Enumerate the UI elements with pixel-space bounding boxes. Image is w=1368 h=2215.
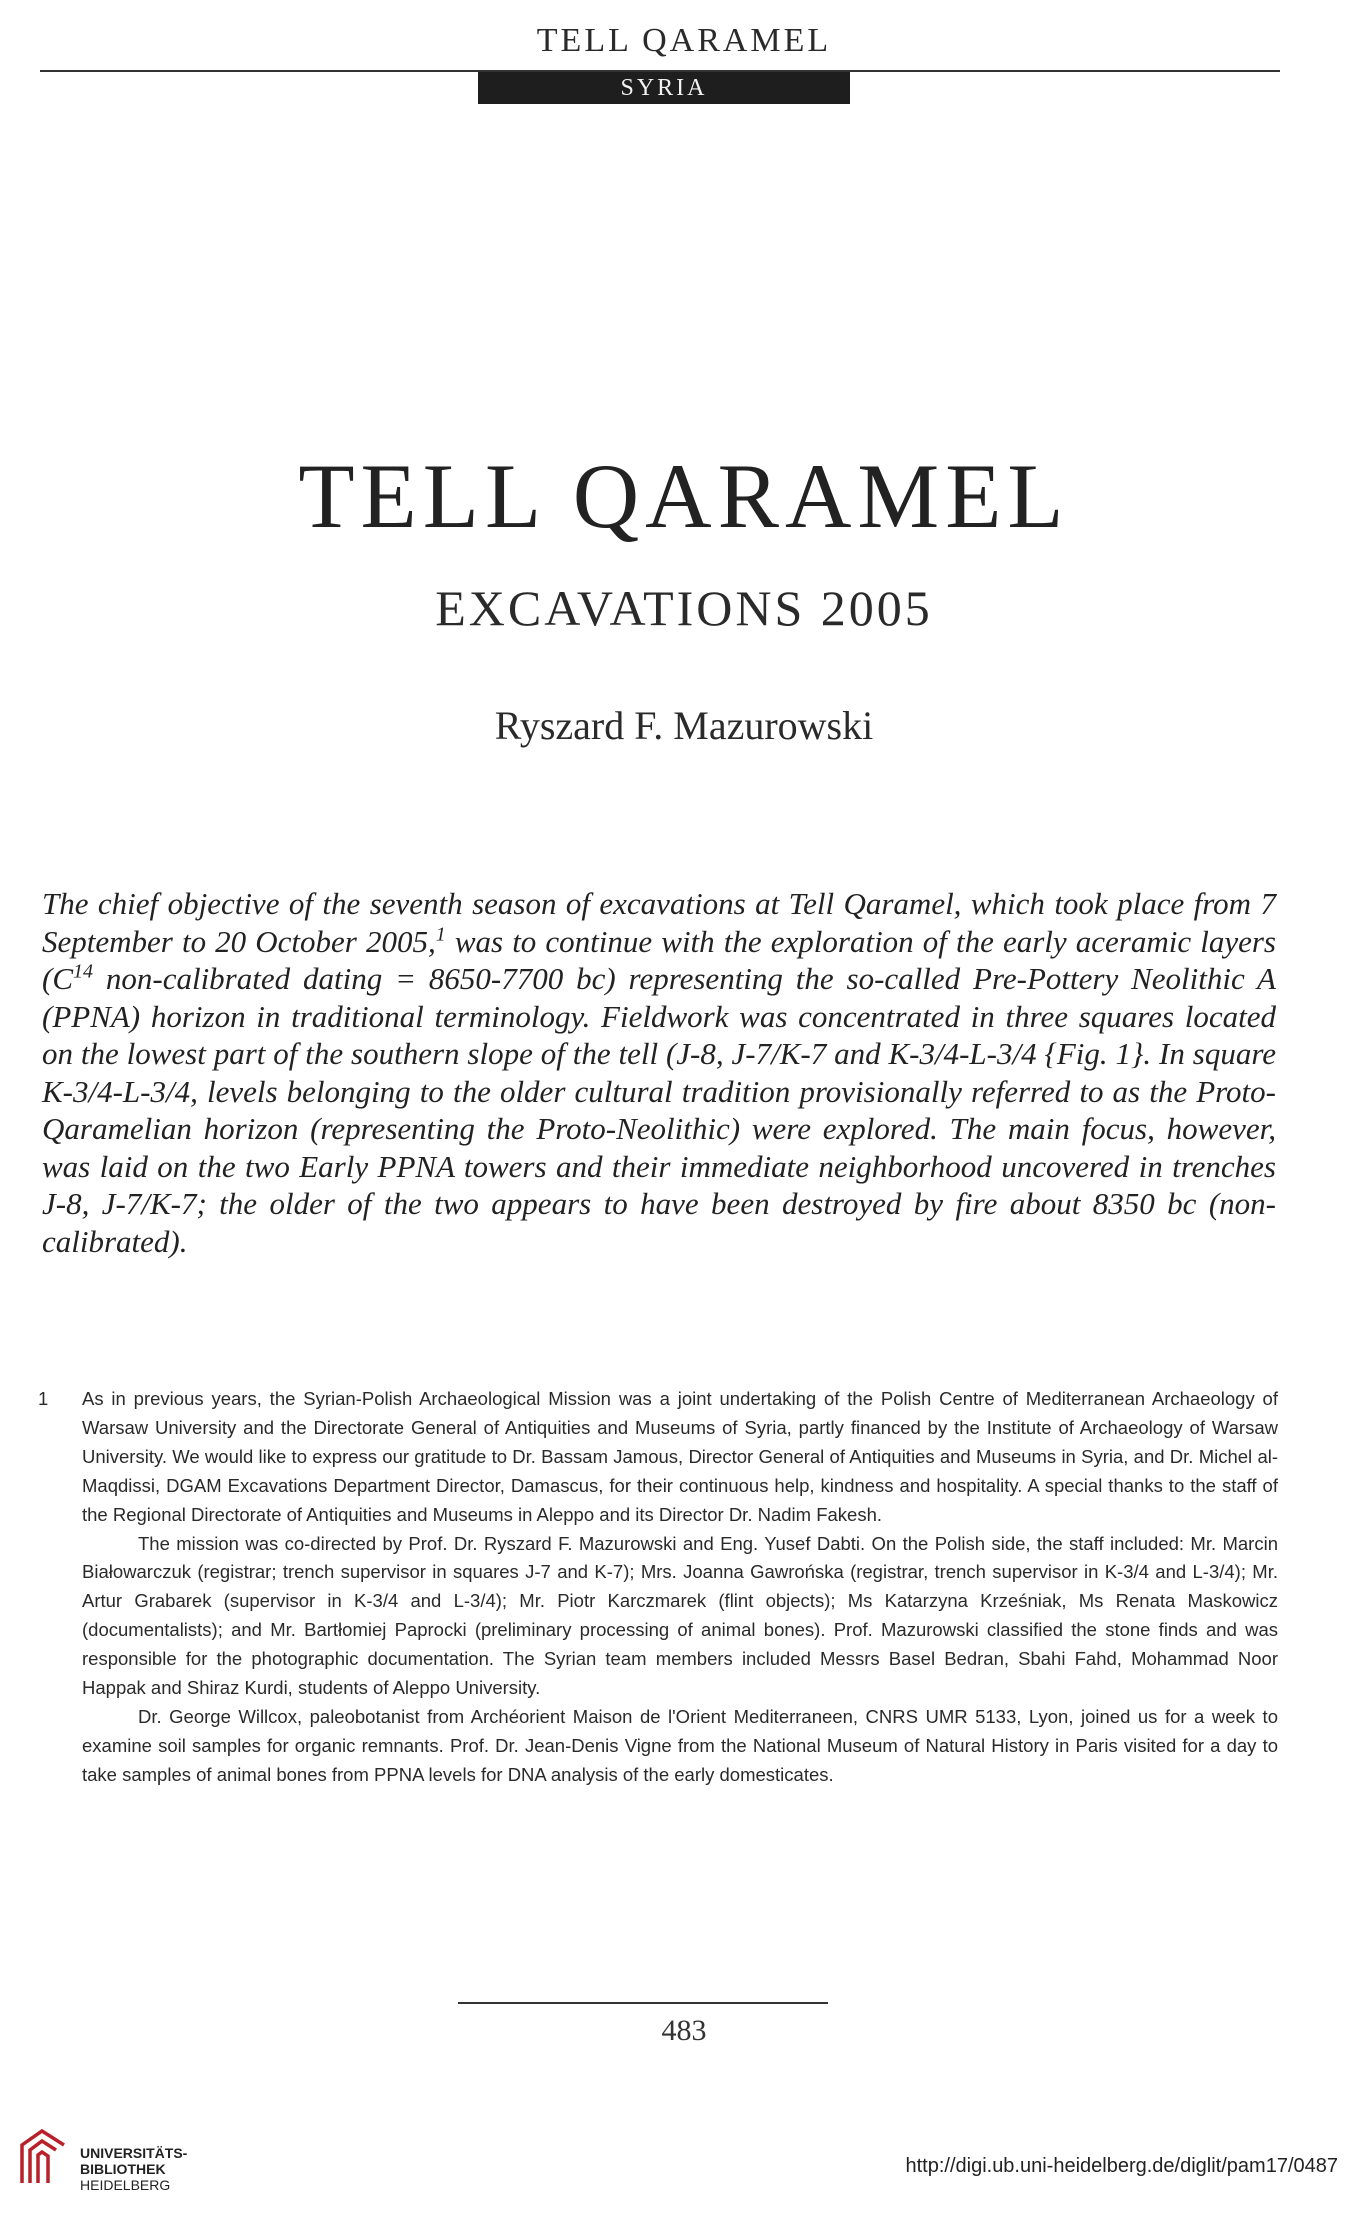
isotope-superscript: 14	[73, 960, 93, 983]
article-author: Ryszard F. Mazurowski	[494, 703, 874, 748]
digitization-footer	[0, 2125, 1368, 2215]
library-name[interactable]	[80, 2145, 280, 2193]
library-name-line: BIBLIOTHEK	[80, 2161, 166, 2177]
footnote-paragraph: As in previous years, the Syrian-Polish Archaeological Mission was a joint undertaking of the Polish Centre of Mediterranean Archaeology of Warsaw University and the Directorate General of Antiquities and Museums of Syria, partly financed by the Institute of Archaeology of Warsaw University. We would like to express our gratitude to Dr. Bassam Jamous, Director General of Antiquities and Museums in Syria, and Dr. Michel al-Maqdissi, DGAM Excavations Department Director, Damascus, for their continuous help, kindness and hospitality. A special thanks to the staff of the Regional Directorate of Antiquities and Museums in Aleppo and its Director Dr. Nadim Fakesh.	[82, 1388, 1278, 1525]
footnote-body	[82, 1385, 1278, 1790]
abstract-text-b: was to continue with the exploration of the early aceramic layers (C	[42, 923, 1277, 996]
abstract-paragraph	[42, 885, 1276, 1260]
abstract-text-c: non-calibrated dating = 8650-7700 bc) representing the so-called Pre-Pottery Neolithic A (PPNA) horizon in traditional terminology. Fieldwork was concentrated in three squares located on the lowest part of the southern slope of the tell (J-8, J-7/K-7 and K-3/4-L-3/4 {Fig. 1}. In square K-3/4-L-3/4, levels belonging to the older cultural tradition provisionally referred to as the Proto-Qaramelian horizon (representing the Proto-Neolithic) were explored. The main focus, however, was laid on the two Early PPNA towers and their immediate neighborhood uncovered in trenches J-8, J-7/K-7; the older of the two appears to have been destroyed by fire about 8350 bc (non-calibrated).	[42, 961, 1276, 1259]
article-title: TELL QARAMEL	[298, 445, 1070, 547]
footer-rule	[458, 2002, 828, 2004]
footnote-section	[38, 1385, 1278, 1790]
library-name-line: UNIVERSITÄTS-	[80, 2145, 188, 2161]
section-label: SYRIA	[478, 72, 850, 104]
page-number: 483	[661, 2014, 707, 2047]
footnote-paragraph: The mission was co-directed by Prof. Dr. Ryszard F. Mazurowski and Eng. Yusef Dabti. On the Polish side, the staff included: Mr. Marcin Białowarczuk (registrar; trench supervisor in squares J-7 and K-7); Mrs. Joanna Gawrońska (registrar, trench supervisor in K-3/4 and L-3/4); Mr. Artur Grabarek (supervisor in K-3/4 and L-3/4); Mr. Piotr Karczmarek (flint objects); Ms Katarzyna Krześniak, Ms Renata Maskowicz (documentalists); and Mr. Bartłomiej Paprocki (preliminary processing of animal bones). Prof. Mazurowski classified the stone finds and was responsible for the photographic documentation. The Syrian team members included Messrs Basel Bedran, Sbahi Fahd, Mohammad Noor Happak and Shiraz Kurdi, students of Aleppo University.	[82, 1532, 1278, 1699]
article-subtitle: EXCAVATIONS 2005	[435, 580, 933, 636]
library-logo-icon[interactable]	[16, 2125, 70, 2185]
abstract-text-a: The chief objective of the seventh season of excavations at Tell Qaramel, which took place from 7 September to 20 October 2005,	[42, 886, 1276, 959]
library-name-line: HEIDELBERG	[80, 2177, 171, 2193]
source-url-link[interactable]: http://digi.ub.uni-heidelberg.de/diglit/pam17/0487	[905, 2155, 1338, 2177]
footnote-reference[interactable]: 1	[435, 923, 446, 946]
footnote	[38, 1385, 1278, 1790]
running-title: TELL QARAMEL	[536, 22, 832, 59]
footnote-number: 1	[38, 1388, 49, 1409]
footnote-paragraph: Dr. George Willcox, paleobotanist from Archéorient Maison de l'Orient Mediterraneen, CNRS UMR 5133, Lyon, joined us for a week to examine soil samples for organic remnants. Prof. Dr. Jean-Denis Vigne from the National Museum of Natural History in Paris visited for a day to take samples of animal bones from PPNA levels for DNA analysis of the early domesticates.	[82, 1705, 1278, 1785]
